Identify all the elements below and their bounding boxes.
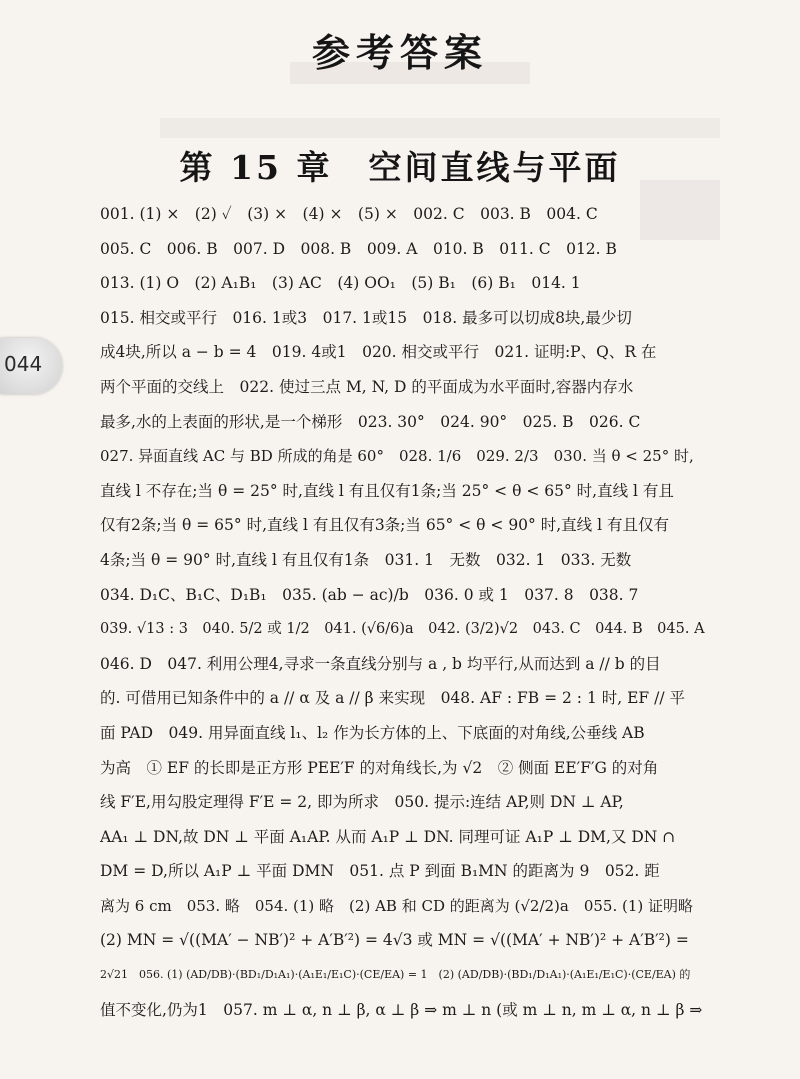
answer-body <box>100 197 712 1027</box>
answer-line: 成4块,所以 a − b = 4 019. 4或1 020. 相交或平行 021. 证明:P、Q、R 在 <box>100 343 657 362</box>
answer-line: 034. D₁C、B₁C、D₁B₁ 035. (ab − ac)/b 036. 0 或 1 037. 8 038. 7 <box>100 585 639 604</box>
answer-line: 为高 ① EF 的长即是正方形 PEE′F 的对角线长,为 √2 ② 侧面 EE′F′G 的对角 <box>100 758 659 777</box>
answer-line: 仅有2条;当 θ = 65° 时,直线 l 有且仅有3条;当 65° < θ < 90° 时,直线 l 有且仅有 <box>100 516 669 535</box>
answer-line: 线 F′E,用勾股定理得 F′E = 2, 即为所求 050. 提示:连结 AP,则 DN ⊥ AP, <box>100 793 624 812</box>
answer-line: 046. D 047. 利用公理4,寻求一条直线分别与 a , b 均平行,从而达到 a // b 的目 <box>100 654 661 673</box>
answer-line: 值不变化,仍为1 057. m ⊥ α, n ⊥ β, α ⊥ β ⇒ m ⊥ n (或 m ⊥ n, m ⊥ α, n ⊥ β ⇒ <box>100 1000 703 1019</box>
answer-line: 027. 异面直线 AC 与 BD 所成的角是 60° 028. 1/6 029. 2/3 030. 当 θ < 25° 时, <box>100 447 694 466</box>
answer-line: 最多,水的上表面的形状,是一个梯形 023. 30° 024. 90° 025. B 026. C <box>100 412 641 431</box>
answer-line: 039. √13 : 3 040. 5/2 或 1/2 041. (√6/6)a 042. (3/2)√2 043. C 044. B 045. A <box>100 621 705 638</box>
answer-line: 2√21 056. (1) (AD/DB)·(BD₁/D₁A₁)·(A₁E₁/E₁C)·(CE/EA) = 1 (2) (AD/DB)·(BD₁/D₁A₁)·(A₁E₁/E₁C)·(CE/EA) 的 <box>100 968 691 982</box>
answer-line: 两个平面的交线上 022. 使过三点 M, N, D 的平面成为水平面时,容器内存水 <box>100 377 634 396</box>
answer-line: 001. (1) × (2) ✓ (3) × (4) × (5) × 002. C 003. B 004. C <box>100 205 598 223</box>
page-title: 参考答案 <box>311 31 488 75</box>
answer-line: 013. (1) O (2) A₁B₁ (3) AC (4) OO₁ (5) B₁ (6) B₁ 014. 1 <box>100 274 581 293</box>
answer-line: (2) MN = √((MA′ − NB′)² + A′B′²) = 4√3 或 MN = √((MA′ + NB′)² + A′B′²) = <box>100 931 689 950</box>
answer-line: 4条;当 θ = 90° 时,直线 l 有且仅有1条 031. 1 无数 032. 1 033. 无数 <box>100 550 632 569</box>
page-number: 044 <box>4 352 43 376</box>
answer-line: 面 PAD 049. 用异面直线 l₁、l₂ 作为长方体的上、下底面的对角线,公垂线 AB <box>100 723 645 742</box>
answer-line: DM = D,所以 A₁P ⊥ 平面 DMN 051. 点 P 到面 B₁MN 的距离为 9 052. 距 <box>100 862 660 881</box>
chapter-heading: 第 15 章 空间直线与平面 <box>179 148 621 187</box>
answer-line: AA₁ ⊥ DN,故 DN ⊥ 平面 A₁AP. 从而 A₁P ⊥ DN. 同理可证 A₁P ⊥ DM,又 DN ∩ <box>100 827 676 846</box>
answer-line: 015. 相交或平行 016. 1或3 017. 1或15 018. 最多可以切成8块,最少切 <box>100 308 632 327</box>
answer-line: 的. 可借用已知条件中的 a // α 及 a // β 来实现 048. AF : FB = 2 : 1 时, EF // 平 <box>100 689 685 708</box>
answer-line: 005. C 006. B 007. D 008. B 009. A 010. B 011. C 012. B <box>100 239 617 258</box>
answer-line: 离为 6 cm 053. 略 054. (1) 略 (2) AB 和 CD 的距离为 (√2/2)a 055. (1) 证明略 <box>100 896 694 915</box>
answer-line: 直线 l 不存在;当 θ = 25° 时,直线 l 有且仅有1条;当 25° < θ < 65° 时,直线 l 有且 <box>100 481 674 500</box>
bleed-through-shade <box>160 118 720 138</box>
